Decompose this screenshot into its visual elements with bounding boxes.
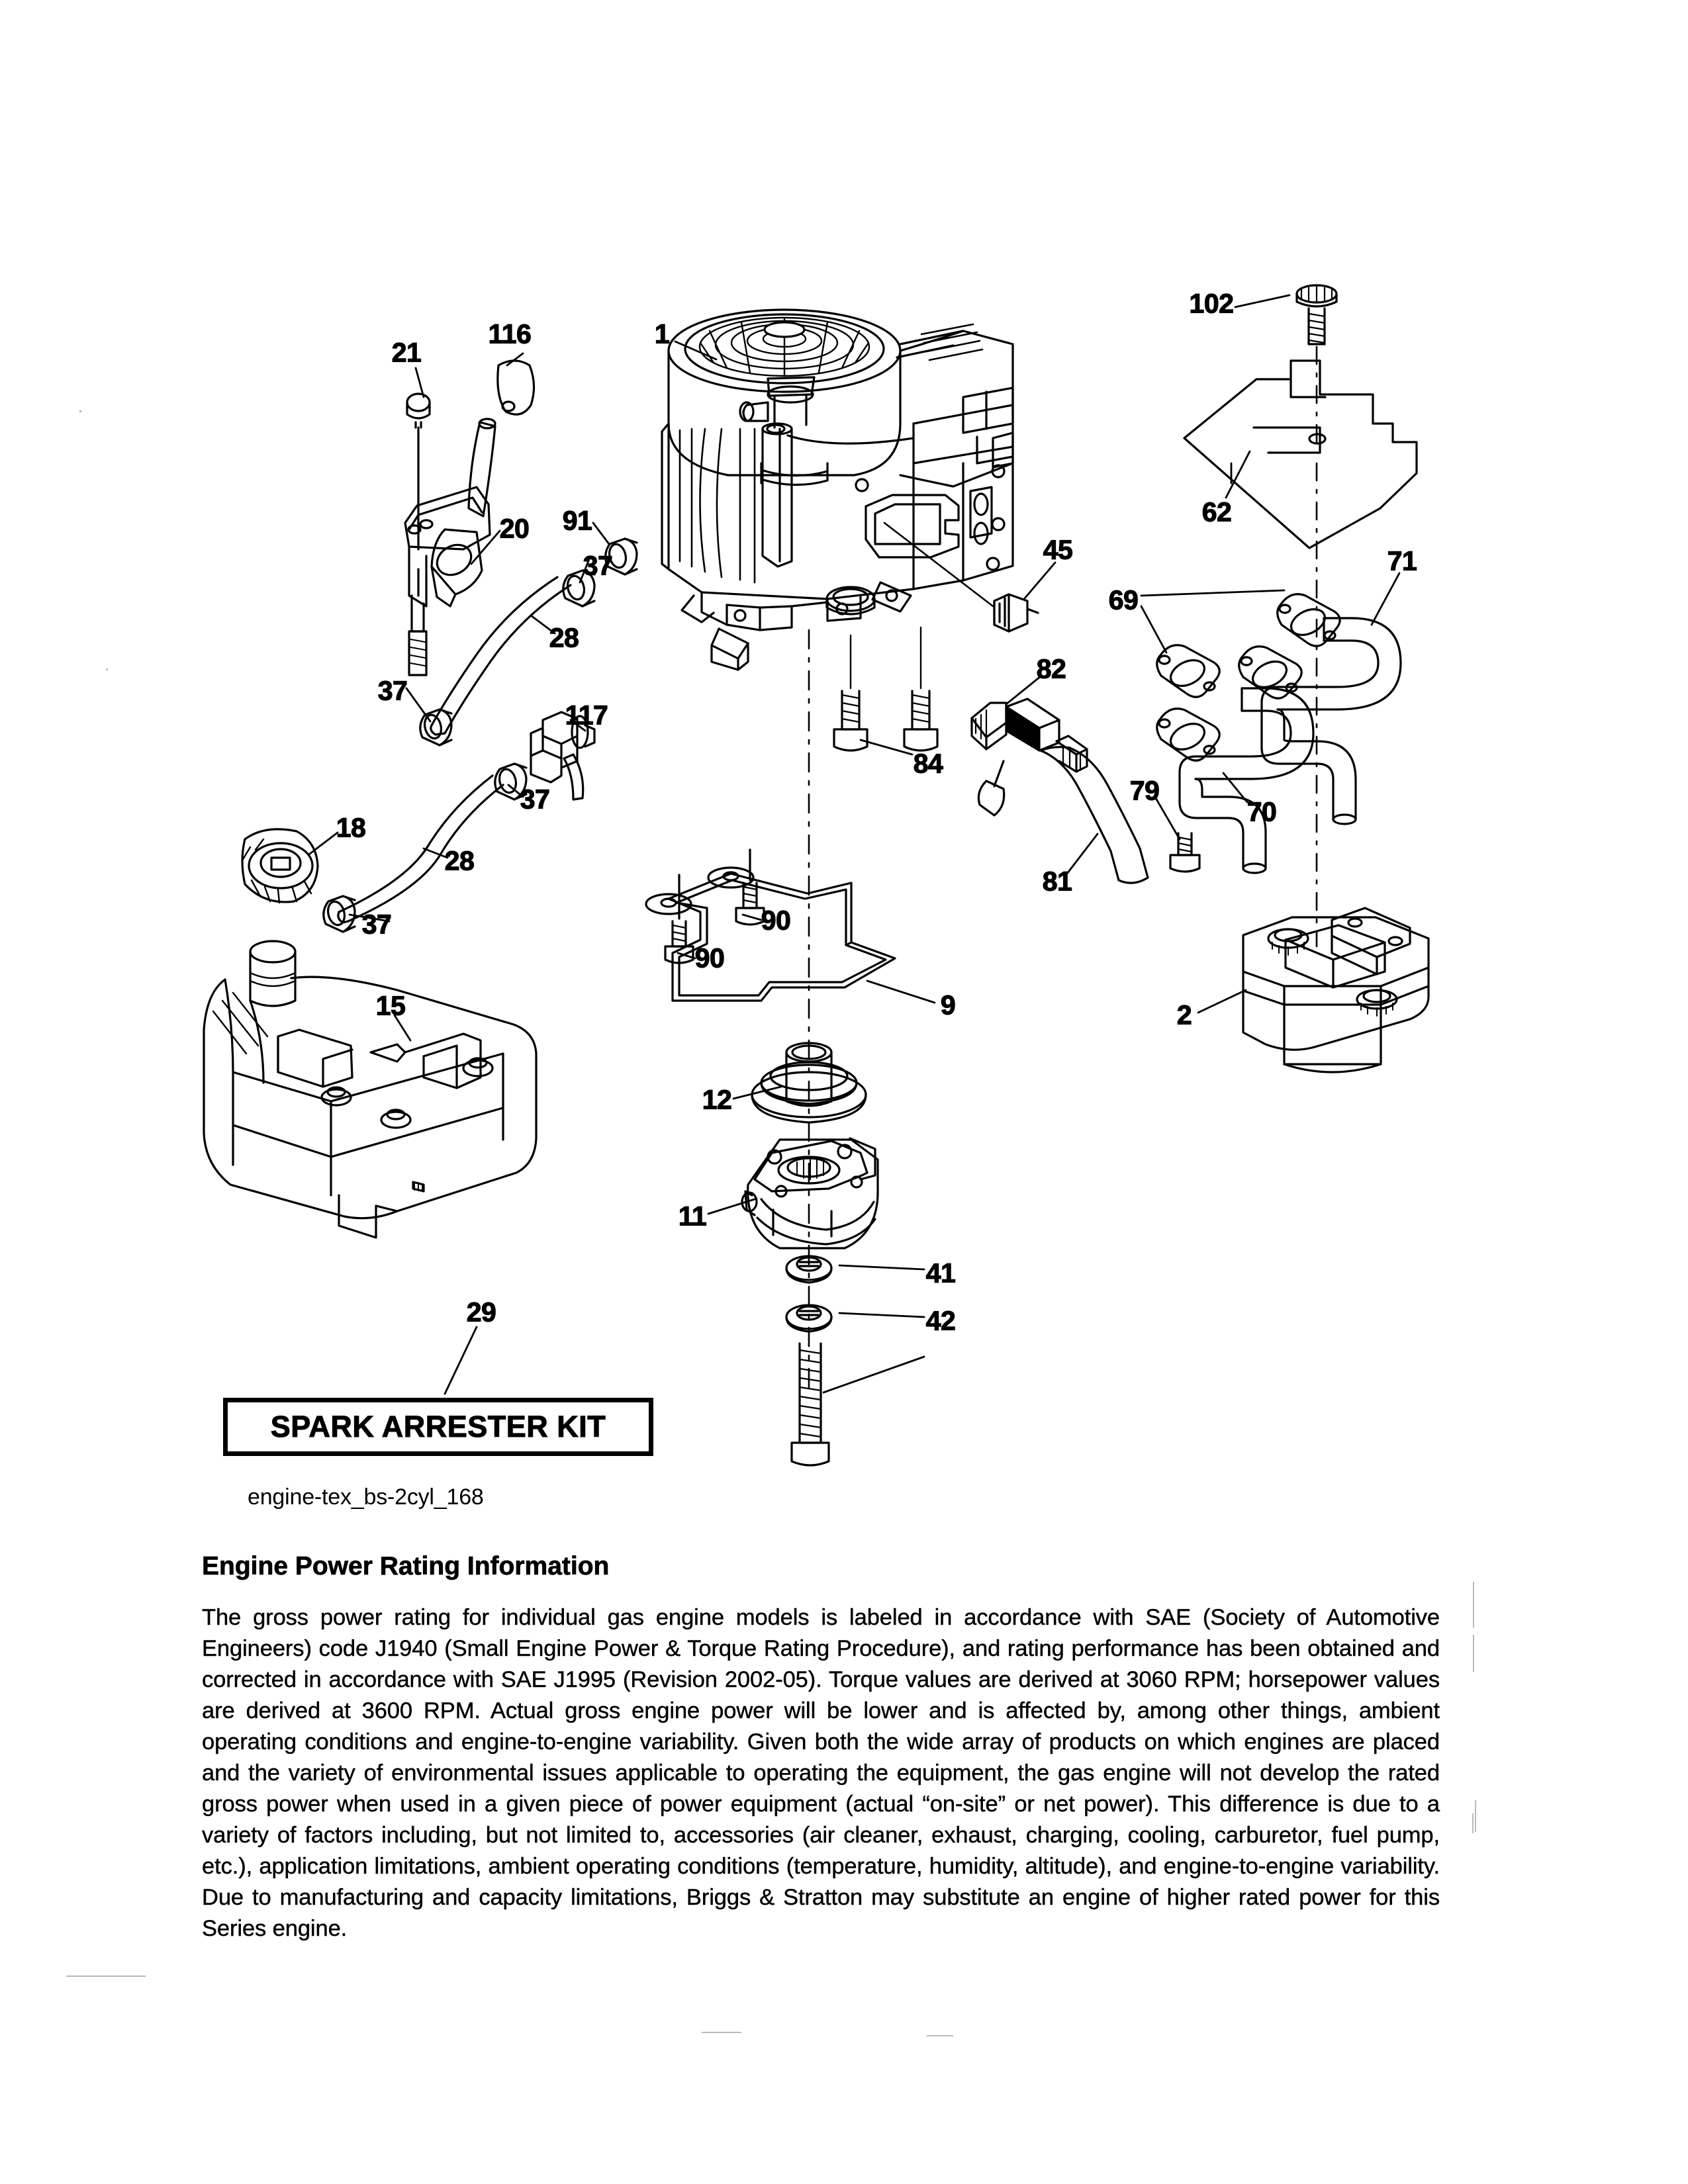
callout-18: 18 bbox=[336, 812, 366, 843]
bottom-bolt bbox=[792, 1343, 829, 1465]
callout-45: 45 bbox=[1043, 534, 1073, 565]
callout-81: 81 bbox=[1042, 866, 1072, 897]
callout-28-a: 28 bbox=[549, 622, 579, 653]
part-15-fuel-tank bbox=[204, 941, 536, 1238]
callout-71: 71 bbox=[1387, 545, 1417, 576]
part-71-exhaust-pipe bbox=[1262, 618, 1401, 824]
part-116-knob bbox=[498, 361, 534, 414]
callout-62: 62 bbox=[1201, 496, 1232, 527]
callout-41: 41 bbox=[925, 1257, 956, 1289]
callout-82: 82 bbox=[1036, 653, 1066, 684]
part-70-exhaust-pipe bbox=[1180, 688, 1313, 873]
scan-artifact-c bbox=[1475, 1800, 1476, 1832]
part-11-clutch bbox=[742, 1138, 878, 1248]
callout-117: 117 bbox=[565, 700, 608, 731]
part-28-hose-lower bbox=[338, 776, 503, 923]
part-45-nut bbox=[994, 594, 1038, 631]
callout-28-b: 28 bbox=[444, 845, 475, 876]
callout-20: 20 bbox=[499, 513, 530, 544]
callout-15: 15 bbox=[375, 990, 406, 1021]
callout-91: 91 bbox=[562, 505, 592, 536]
part-79-screw bbox=[1170, 833, 1199, 872]
callout-102: 102 bbox=[1189, 288, 1234, 319]
engine-block-illustration bbox=[662, 310, 1013, 670]
part-102-screw bbox=[1297, 285, 1336, 344]
part-84-screws bbox=[834, 627, 937, 751]
callout-2: 2 bbox=[1176, 999, 1192, 1030]
section-heading: Engine Power Rating Information bbox=[202, 1552, 610, 1580]
spark-arrester-kit-label: SPARK ARRESTER KIT bbox=[270, 1410, 606, 1443]
callout-79: 79 bbox=[1129, 775, 1160, 806]
callout-37-a: 37 bbox=[583, 550, 613, 581]
callout-69: 69 bbox=[1108, 584, 1139, 615]
callout-37-d: 37 bbox=[361, 909, 392, 940]
callout-21: 21 bbox=[391, 337, 422, 368]
part-81-hose bbox=[1041, 747, 1148, 884]
part-82-fuel-pump bbox=[972, 699, 1087, 815]
scan-speck-c bbox=[702, 2032, 741, 2033]
scan-artifact-b bbox=[1473, 1635, 1474, 1672]
scan-artifact-d bbox=[1472, 1813, 1474, 1833]
engine-power-rating-section bbox=[202, 1552, 1440, 1944]
part-18-fuel-cap bbox=[242, 829, 318, 903]
scan-speck-d bbox=[927, 2035, 953, 2036]
callout-42: 42 bbox=[925, 1305, 956, 1336]
section-body-text: The gross power rating for individual gas engine models is labeled in accordance with SAE (Society of Automotive Engineers) code J1940 (Small Engine Power & Torque Rating Procedure), and rating performance has been obtained and corrected in accordance with SAE J1995 (Revision 2002-05). Torque values are derived at 3060 RPM; horsepower values are derived at 3600 RPM. Actual gross engine power will be lower and is affected by, among other things, ambient operating conditions and engine-to-engine variability. Given both the wide array of products on which engines are placed and the variety of environmental issues applicable to operating the equipment, the gas engine will not develop the rated gross power when used in a given piece of power equipment (actual “on-site” or net power). This difference is due to a variety of factors including, but not limited to, accessories (air cleaner, exhaust, charging, cooling, carburetor, fuel pump, etc.), application limitations, ambient operating conditions (temperature, humidity, altitude), and engine-to-engine variability. Due to manufacturing and capacity limitations, Briggs & Stratton may substitute an engine of higher rated power for this Series engine. bbox=[202, 1605, 1440, 1941]
part-2-muffler bbox=[1243, 908, 1429, 1072]
callout-90-b: 90 bbox=[694, 942, 725, 974]
callout-11: 11 bbox=[678, 1201, 707, 1232]
callout-29: 29 bbox=[466, 1297, 496, 1328]
callout-116: 116 bbox=[488, 318, 532, 349]
callout-37-c: 37 bbox=[520, 784, 550, 815]
callout-9: 9 bbox=[940, 989, 956, 1021]
scan-speck-e bbox=[66, 1976, 146, 1977]
scan-speck-b bbox=[79, 410, 81, 412]
spark-arrester-kit-box bbox=[223, 1398, 653, 1456]
callout-90-a: 90 bbox=[761, 905, 791, 936]
callout-70: 70 bbox=[1246, 796, 1277, 827]
scan-speck-a bbox=[106, 668, 108, 670]
callout-12: 12 bbox=[702, 1084, 732, 1115]
figure-code: engine-tex_bs-2cyl_168 bbox=[248, 1484, 484, 1510]
callout-37-b: 37 bbox=[377, 675, 408, 706]
scan-artifact-a bbox=[1473, 1582, 1474, 1628]
callout-84: 84 bbox=[913, 748, 943, 779]
callout-1: 1 bbox=[654, 318, 670, 349]
